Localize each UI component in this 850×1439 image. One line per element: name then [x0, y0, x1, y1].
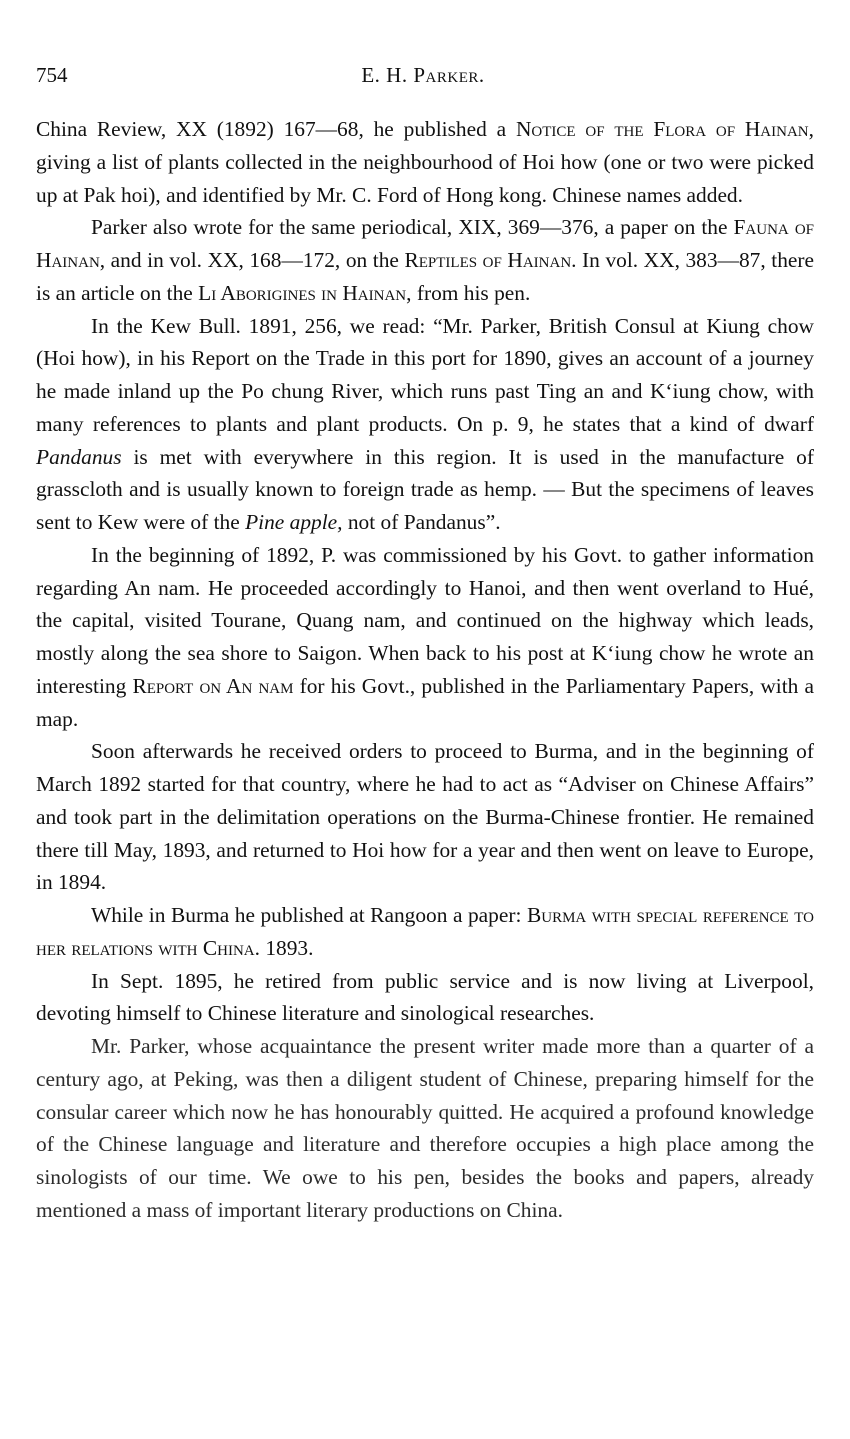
italic-pine-apple: Pine apple,: [245, 510, 343, 534]
paragraph-text: is met with everywhere in this region. It is used in the manufacture of grasscloth and is usually known to foreign trade as hemp. — But the specimens of leaves sent to Kew were of the: [36, 444, 814, 534]
title-report-on-an-nam: Report on An nam: [132, 673, 294, 698]
paragraph-text: In Sept. 1895, he retired from public service and is now living at Liverpool, devoting himself to Chinese literature and sinological researches.: [36, 968, 814, 1026]
page-header: [36, 58, 810, 92]
paragraph-text: not of Pandanus”.: [342, 510, 501, 534]
paragraph-8: [36, 1030, 814, 1227]
paragraph-text: . In vol. XX, 383—87, there is an article on the: [36, 248, 815, 305]
paragraph-text: for his Govt., published in the Parliamentary Papers, with a map.: [36, 673, 815, 731]
paragraph-5: [36, 735, 814, 899]
paragraph-text: Soon afterwards he received orders to proceed to Burma, and in the beginning of March 1892 started for that country, where he had to act as “Adviser on Chinese Affairs” and took part in the delimitation operations on the Burma-Chinese frontier. He remained there till May, 1893, and returned to Hoi how for a year and then went on leave to Europe, in 1894.: [36, 739, 814, 895]
paragraph-text: Mr. Parker, whose acquaintance the present writer made more than a quarter of a century ago, at Peking, was then a diligent student of Chinese, preparing himself for the consular career which now he has honourably quitted. He acquired a profound knowledge of the Chinese language and literature and therefore occupies a high place among the sinologists of our time. We owe to his pen, besides the books and papers, already mentioned a mass of important literary productions on China.: [36, 1034, 814, 1222]
paragraph-4: [36, 539, 814, 736]
title-li-aborigines: Li Aborigines in Hainan: [198, 280, 407, 305]
paragraph-text: . 1893.: [254, 935, 314, 960]
paragraph-text: , from his pen.: [406, 280, 531, 305]
body-text: [36, 113, 814, 1227]
page-number: 754: [36, 63, 68, 87]
paragraph-3: [36, 310, 814, 539]
paragraph-text: Parker also wrote for the same periodical, XIX, 369—376, a paper on the: [91, 215, 734, 240]
paragraph-text: China Review, XX (1892) 167—68, he published a: [36, 117, 516, 141]
paragraph-text: In the Kew Bull. 1891, 256, we read: “Mr. Parker, British Consul at Kiung chow (Hoi how), in his Report on the Trade in this port for 1890, gives an account of a journey he made inland up the Po chung River, which runs past Ting an and K‘iung chow, with many references to plants and plant products. On p. 9, he states that a kind of dwarf: [36, 313, 814, 436]
paragraph-7: [36, 965, 814, 1031]
paragraph-text: In the beginning of 1892, P. was commissioned by his Govt. to gather information regarding An nam. He proceeded accordingly to Hanoi, and then went overland to Hué, the capital, visited Tourane, Quang nam, and continued on the highway which leads, mostly along the sea shore to Saigon. When back to his post at K‘iung chow he wrote an interesting: [36, 542, 814, 698]
paragraph-6: [36, 899, 814, 965]
paragraph-text: , and in vol. XX, 168—172, on the: [99, 248, 405, 272]
title-burma-relations-china: Burma with special reference to her relations with China: [36, 903, 814, 960]
title-reptiles-of-hainan: Reptiles of Hainan: [404, 248, 572, 272]
italic-pandanus: Pandanus: [36, 444, 122, 469]
paragraph-2: [36, 211, 814, 309]
paragraph-text: , giving a list of plants collected in the neighbourhood of Hoi how (one or two were picked up at Pak hoi), and identified by Mr. C. Ford of Hong kong. Chinese names added.: [36, 117, 814, 207]
paragraph-1: [36, 113, 814, 211]
paragraph-text: While in Burma he published at Rangoon a paper:: [91, 903, 527, 927]
title-notice-flora-hainan: Notice of the Flora of Hainan: [515, 117, 809, 141]
title-fauna-of-hainan: Fauna of Hainan: [36, 215, 814, 272]
running-head: E. H. Parker.: [361, 63, 485, 87]
